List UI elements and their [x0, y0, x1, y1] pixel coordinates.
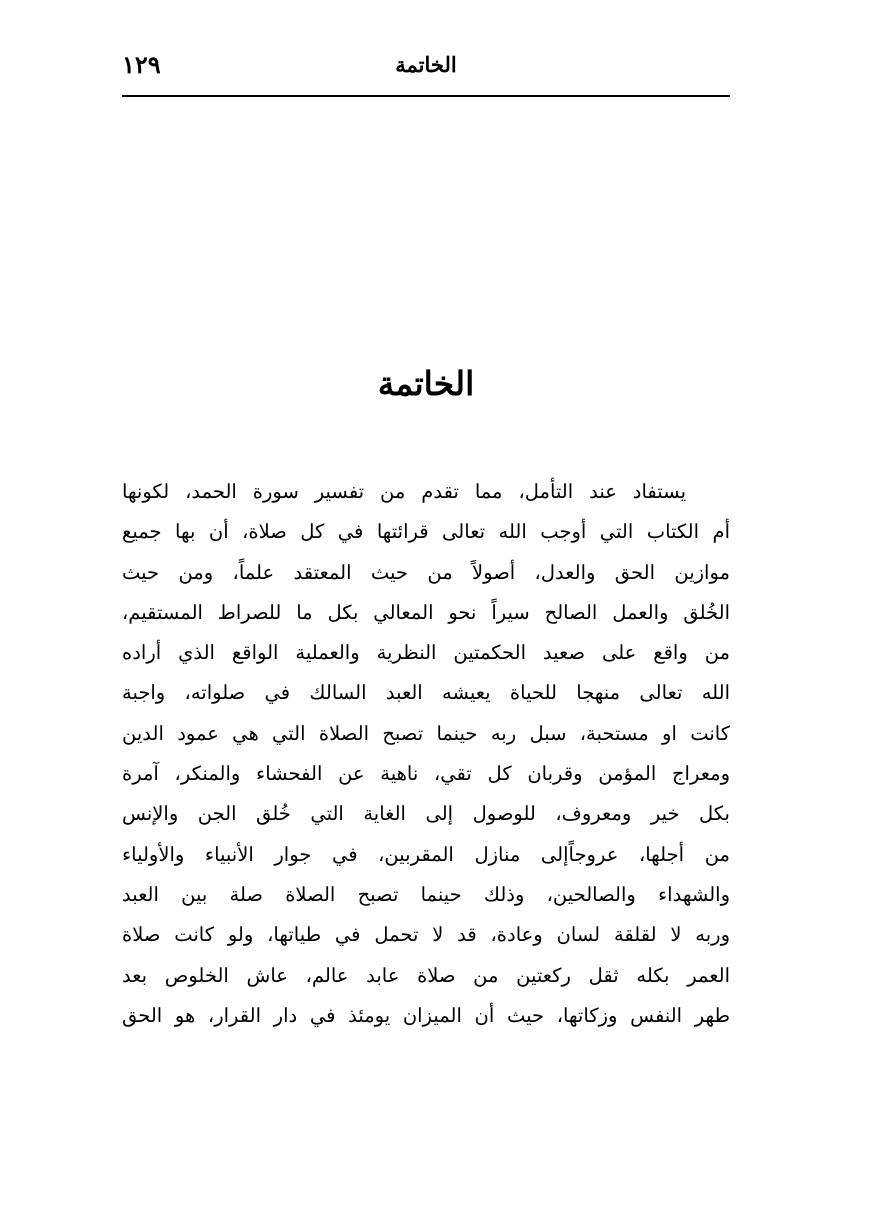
text-line: الله تعالى منهجا للحياة يعيشه العبد السالك في صلواته، واجبة	[122, 681, 730, 705]
body-paragraph	[122, 472, 730, 1036]
text-line: وربه لا لقلقة لسان وعادة، قد لا تحمل في طياتها، ولو كانت صلاة	[122, 923, 730, 947]
text-line: من أجلها، عروجاًإلى منازل المقربين، في جوار الأنبياء والأولياء	[122, 842, 730, 866]
running-header	[122, 48, 730, 88]
chapter-title: الخاتمة	[377, 364, 475, 403]
text-line: من واقع على صعيد الحكمتين النظرية والعملية الواقع الذي أراده	[122, 641, 730, 665]
text-line: بكل خير ومعروف، للوصول إلى الغاية التي خُلق الجن والإنس	[122, 802, 730, 826]
text-line: العمر بكله ثقل ركعتين من صلاة عابد عالم، عاش الخلوص بعد	[122, 963, 730, 987]
header-rule	[122, 95, 730, 97]
text-line: طهر النفس وزكاتها، حيث أن الميزان يومئذ في دار القرار، هو الحق	[122, 1003, 730, 1027]
running-title: الخاتمة	[395, 52, 457, 77]
text-line: كانت او مستحبة، سبل ربه حينما تصبح الصلاة التي هي عمود الدين	[122, 721, 730, 745]
text-line: الخُلق والعمل الصالح سيراً نحو المعالي بكل ما للصراط المستقيم،	[122, 600, 730, 624]
text-line: والشهداء والصالحين، وذلك حينما تصبح الصلاة صلة بين العبد	[122, 882, 730, 906]
text-line: أم الكتاب التي أوجب الله تعالى قرائتها في كل صلاة، أن بها جميع	[122, 520, 730, 544]
page-number: ١٢٩	[122, 50, 161, 79]
text-line: ومعراج المؤمن وقربان كل تقي، ناهية عن الفحشاء والمنكر، آمرة	[122, 762, 730, 786]
text-line: موازين الحق والعدل، أصولاً من حيث المعتقد علماً، ومن حيث	[122, 560, 730, 584]
text-line: يستفاد عند التأمل، مما تقدم من تفسير سورة الحمد، لكونها	[122, 480, 686, 503]
